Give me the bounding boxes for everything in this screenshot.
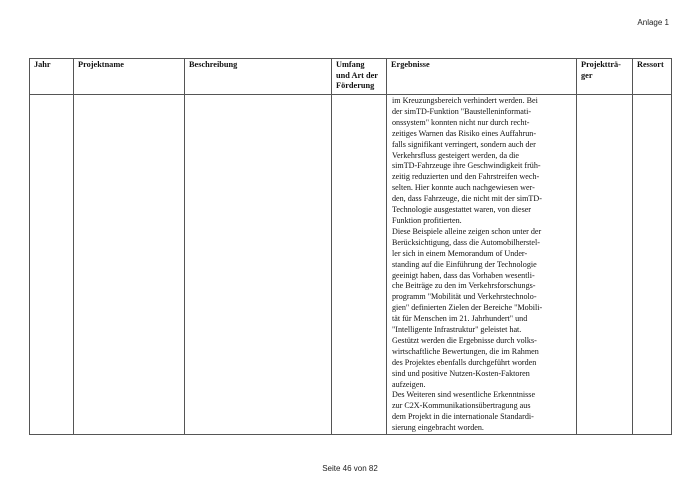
header-jahr-line: Jahr [34, 60, 51, 69]
header-projekttraeger [577, 59, 633, 95]
ergebnisse-line: onssystem" konnten nicht nur durch recht- [392, 117, 530, 127]
ergebnisse-line: Verkehrsfluss gesteigert werden, da die [392, 150, 519, 160]
ergebnisse-line: falls signifikant verringert, sondern auch der [392, 139, 536, 149]
header-projekttraeger-line: Projektträ- [581, 60, 621, 69]
ergebnisse-line: dem Projekt in die internationale Standardi- [392, 412, 534, 422]
cell-umfang [332, 95, 387, 435]
ergebnisse-text [387, 95, 576, 434]
ergebnisse-line: Technologie ausgestattet waren, von dieser [392, 205, 532, 215]
ergebnisse-line: zeitiges Warnen das Risiko eines Auffahrun- [392, 128, 537, 138]
cell-projektname [74, 95, 185, 435]
ergebnisse-line: ler sich in einem Memorandum of Under- [392, 248, 528, 258]
header-umfang-line: Umfang [336, 60, 365, 69]
project-table [29, 58, 672, 435]
ergebnisse-line: simTD-Fahrzeuge ihre Geschwindigkeit früh- [392, 161, 541, 171]
ergebnisse-line: zur C2X-Kommunikationsübertragung aus [392, 401, 531, 411]
cell-ressort [633, 95, 672, 435]
ergebnisse-line: im Kreuzungsbereich verhindert werden. Bei [392, 96, 538, 105]
header-ressort-line: Ressort [637, 60, 664, 69]
table-header-row [30, 59, 672, 95]
header-ergebnisse-line: Ergebnisse [391, 60, 430, 69]
cell-ergebnisse [387, 95, 577, 435]
header-umfang [332, 59, 387, 95]
ergebnisse-line: Des Weiteren sind wesentliche Erkenntnisse [392, 390, 536, 400]
ergebnisse-line: aufzeigen. [392, 379, 426, 389]
ergebnisse-line: Berücksichtigung, dass die Automobilherstel- [392, 237, 540, 247]
ergebnisse-line: der simTD-Funktion "Baustelleninformati- [392, 106, 532, 116]
annex-label: Anlage 1 [637, 18, 669, 27]
ergebnisse-line: Gestützt werden die Ergebnisse durch volks- [392, 335, 537, 345]
cell-jahr [30, 95, 74, 435]
ergebnisse-line: zeitig reduzierten und den Fahrstreifen wech- [392, 172, 540, 182]
header-projekttraeger-line: ger [581, 70, 593, 80]
header-umfang-line: und Art der [336, 70, 378, 80]
ergebnisse-line: standing auf die Einführung der Technologie [392, 259, 537, 269]
cell-beschreibung [185, 95, 332, 435]
ergebnisse-line: wirtschaftliche Bewertungen, die im Rahmen [392, 346, 539, 356]
header-jahr [30, 59, 74, 95]
header-ressort [633, 59, 672, 95]
header-beschreibung [185, 59, 332, 95]
header-projektname [74, 59, 185, 95]
ergebnisse-line: Diese Beispiele alleine zeigen schon unter der [392, 226, 542, 236]
ergebnisse-line: des Projektes ebenfalls durchgeführt worden [392, 357, 537, 367]
ergebnisse-line: sind und positive Nutzen-Kosten-Faktoren [392, 368, 530, 378]
ergebnisse-line: Funktion profitierten. [392, 215, 462, 225]
page-number: Seite 46 von 82 [322, 464, 378, 473]
ergebnisse-line: tät für Menschen im 21. Jahrhundert" und [392, 314, 528, 324]
ergebnisse-line: programm "Mobilität und Verkehrstechnolo- [392, 292, 537, 302]
header-projektname-line: Projektname [78, 60, 124, 69]
ergebnisse-line: den, dass Fahrzeuge, die nicht mit der simTD- [392, 194, 542, 204]
ergebnisse-line: che Beiträge zu den im Verkehrsforschungs- [392, 281, 536, 291]
ergebnisse-line: selten. Hier konnte auch nachgewiesen wer- [392, 183, 535, 193]
ergebnisse-line: gien" definierten Zielen der Bereiche "Mobili- [392, 303, 543, 313]
header-umfang-line: Förderung [336, 81, 375, 91]
header-beschreibung-line: Beschreibung [189, 60, 238, 69]
ergebnisse-line: geeinigt haben, dass das Vorhaben wesentli- [392, 270, 535, 280]
ergebnisse-line: sierung eingebracht worden. [392, 423, 484, 433]
cell-projekttraeger [577, 95, 633, 435]
table-row [30, 95, 672, 435]
ergebnisse-line: "Intelligente Infrastruktur" geleistet hat. [392, 325, 522, 335]
header-ergebnisse [387, 59, 577, 95]
